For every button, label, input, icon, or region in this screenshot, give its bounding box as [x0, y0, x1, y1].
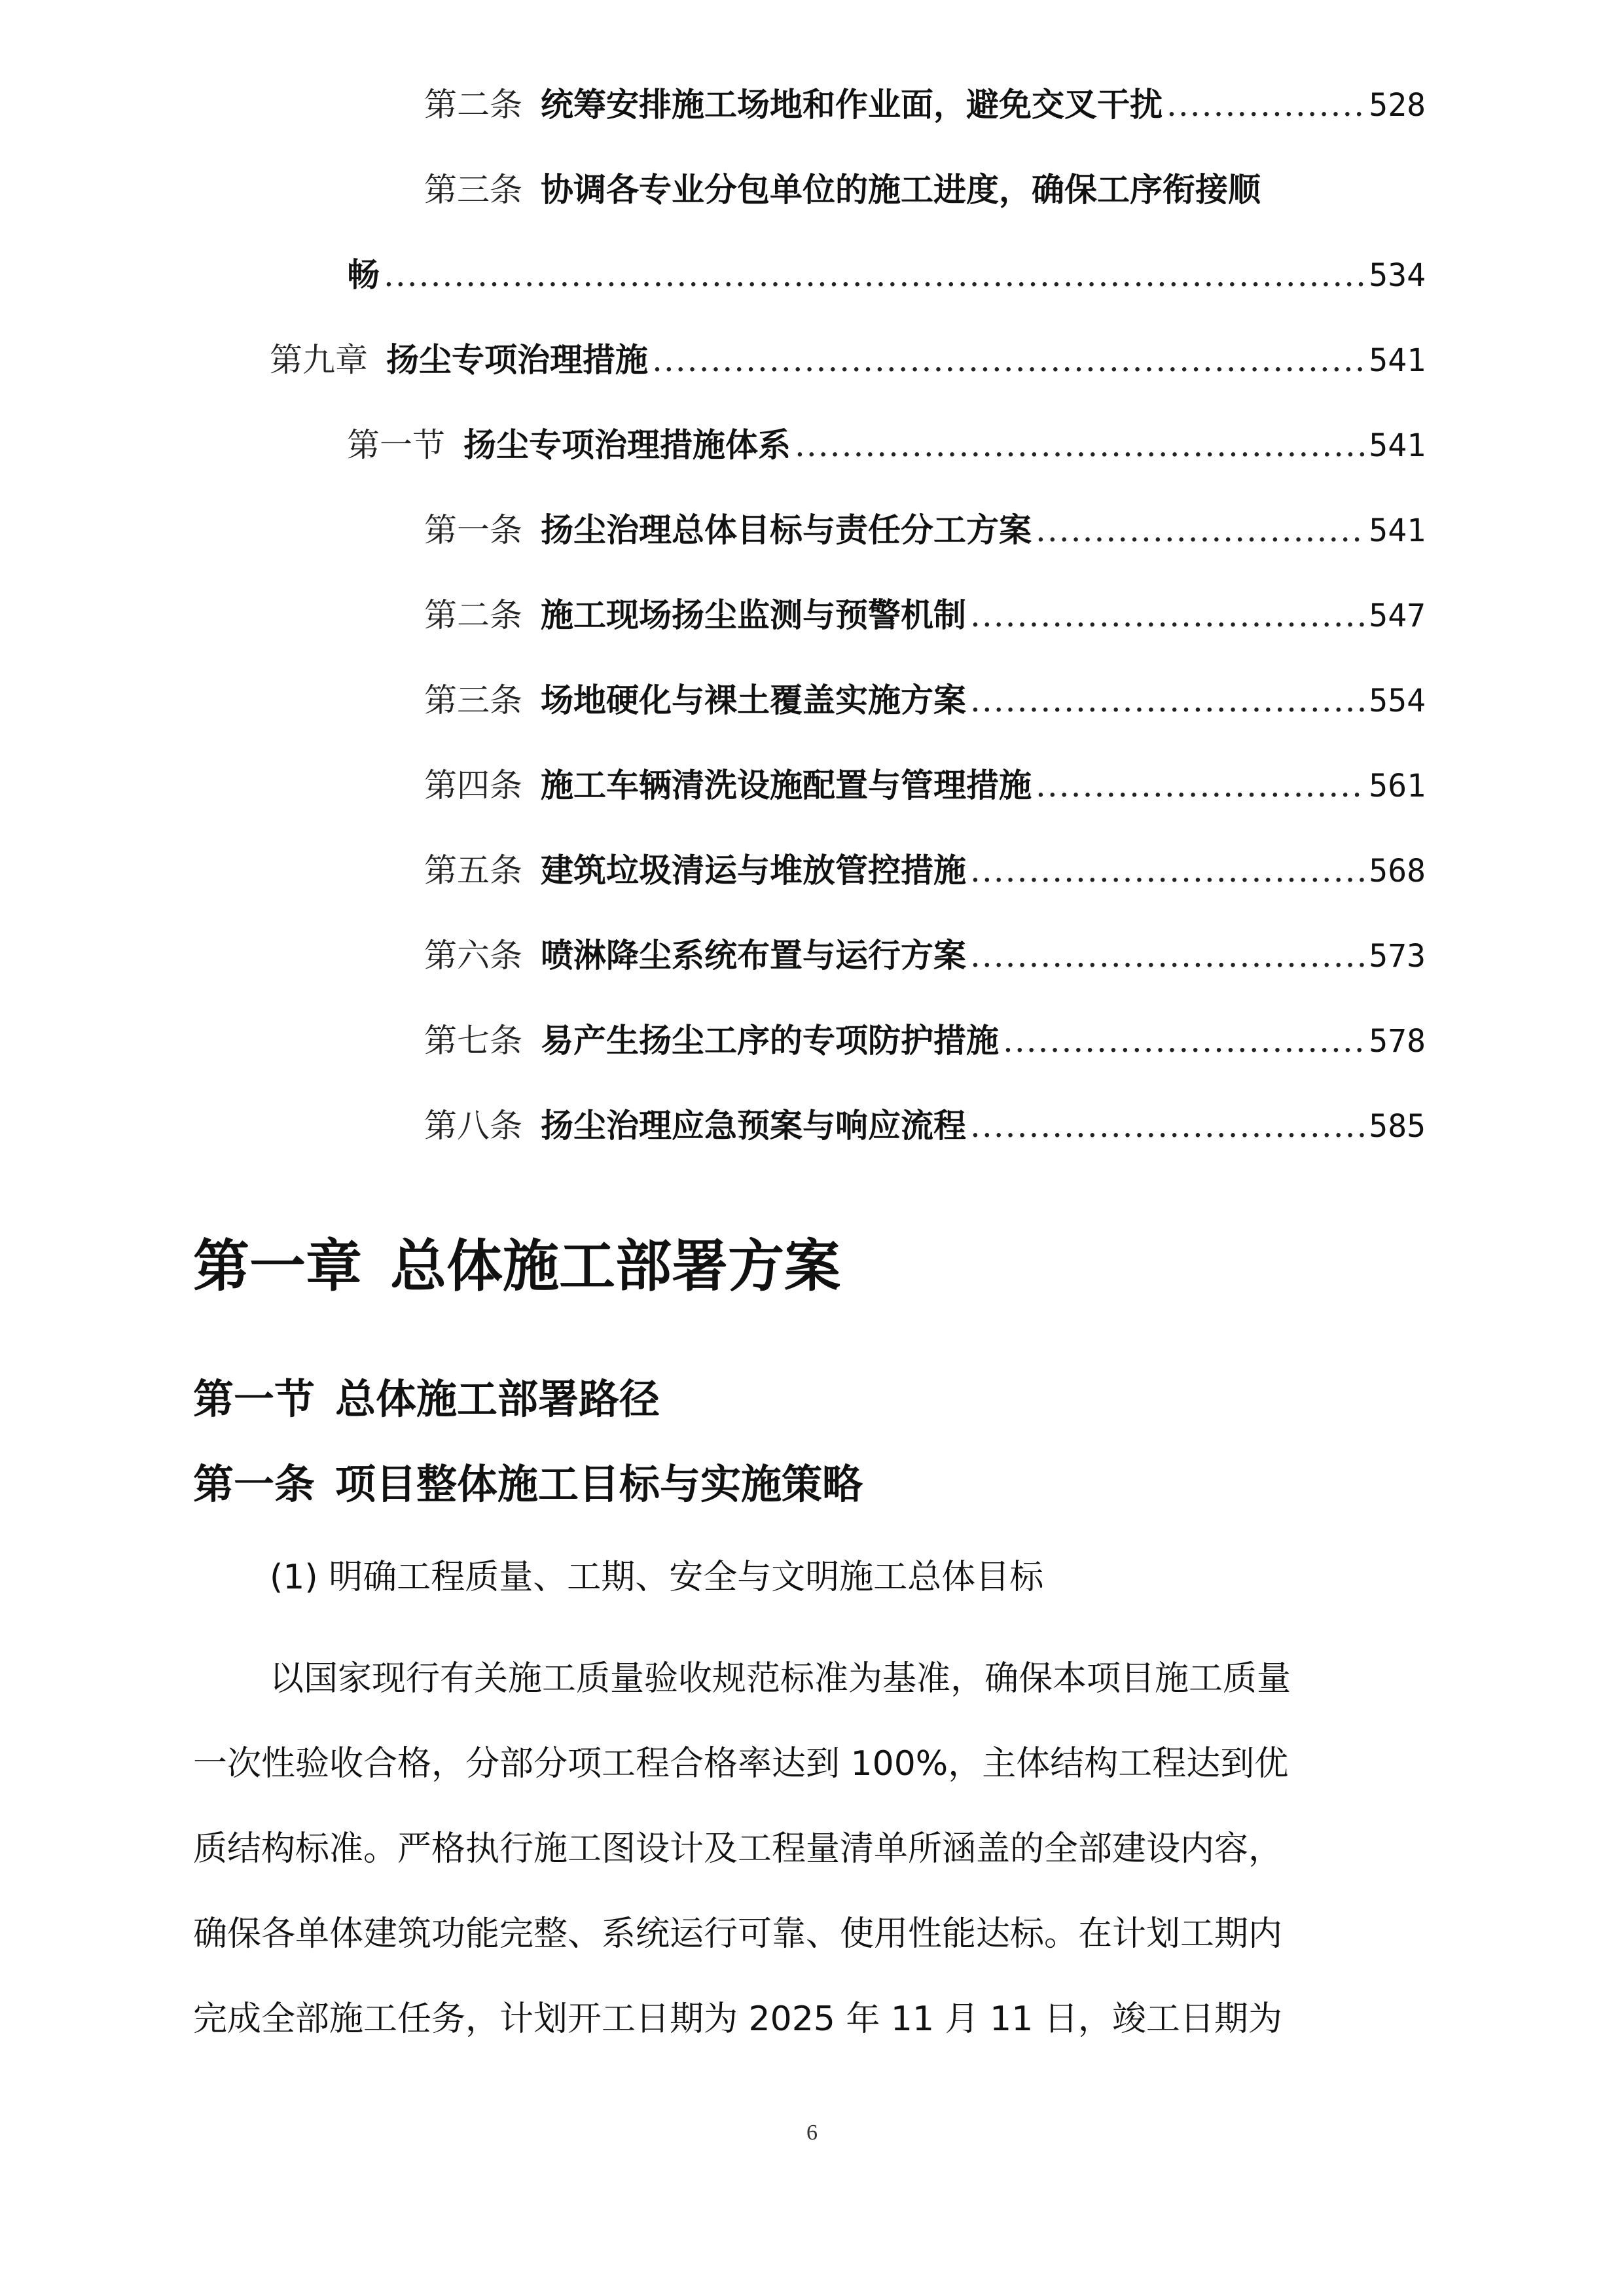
toc-entry-title: 场地硬化与裸土覆盖实施方案 — [541, 681, 966, 719]
toc-entry[interactable] — [424, 936, 1426, 976]
toc-entry-number: 第七条 — [424, 1022, 522, 1059]
article-number: 第一条 — [193, 1460, 316, 1508]
toc-leader-dots — [970, 851, 1365, 890]
toc-entry-number: 第一条 — [424, 512, 522, 548]
toc-entry-page: 541 — [1369, 512, 1426, 549]
toc-entry-continuation[interactable] — [347, 255, 1426, 295]
toc-entry-number: 第四条 — [424, 767, 522, 804]
article-title: 项目整体施工目标与实施策略 — [335, 1460, 863, 1508]
toc-entry[interactable] — [424, 766, 1426, 806]
section-title: 总体施工部署路径 — [335, 1375, 660, 1423]
paragraph-line: 一次性验收合格，分部分项工程合格率达到 100%，主体结构工程达到优 — [193, 1744, 1289, 1784]
toc-entry-title: 畅 — [347, 256, 380, 294]
toc-entry-number: 第二条 — [424, 86, 522, 123]
toc-leader-dots — [1166, 85, 1365, 124]
toc-entry[interactable] — [424, 1021, 1426, 1061]
list-item-heading: (1) 明确工程质量、工期、安全与文明施工总体目标 — [270, 1558, 1044, 1597]
toc-entry[interactable] — [424, 1106, 1426, 1146]
toc-entry-page: 561 — [1369, 768, 1426, 804]
article-heading — [193, 1458, 863, 1511]
toc-entry-page: 528 — [1369, 87, 1426, 124]
chapter-title: 总体施工部署方案 — [390, 1234, 840, 1299]
toc-leader-dots — [1003, 1021, 1365, 1060]
toc-leader-dots — [652, 340, 1365, 380]
toc-entry-title: 易产生扬尘工序的专项防护措施 — [541, 1022, 999, 1060]
toc-entry-title: 扬尘专项治理措施 — [386, 341, 648, 379]
chapter-heading — [193, 1230, 840, 1302]
toc-entry-number: 第二条 — [424, 597, 522, 634]
toc-leader-dots — [970, 1106, 1365, 1145]
toc-entry-page: 578 — [1369, 1023, 1426, 1060]
page-number: 6 — [806, 2121, 818, 2145]
toc-entry-page: 547 — [1369, 598, 1426, 634]
toc-entry-number: 第九章 — [270, 342, 368, 378]
toc-entry[interactable] — [424, 596, 1426, 636]
chapter-number: 第一章 — [193, 1234, 362, 1299]
toc-entry-page: 541 — [1369, 342, 1426, 379]
toc-leader-dots — [384, 255, 1365, 295]
toc-entry-title: 协调各专业分包单位的施工进度，确保工序衔接顺 — [541, 171, 1261, 209]
toc-entry[interactable] — [424, 85, 1426, 125]
paragraph-line: 质结构标准。严格执行施工图设计及工程量清单所涵盖的全部建设内容， — [193, 1829, 1283, 1869]
toc-entry[interactable] — [424, 681, 1426, 721]
toc-entry-page: 554 — [1369, 683, 1426, 719]
body-paragraph — [193, 1636, 1424, 2062]
toc-leader-dots — [795, 425, 1365, 465]
toc-entry-page: 568 — [1369, 853, 1426, 889]
toc-entry-number: 第六条 — [424, 937, 522, 974]
toc-leader-dots — [1036, 511, 1365, 550]
toc-entry[interactable] — [424, 170, 1426, 209]
toc-entry-page: 534 — [1369, 257, 1426, 294]
toc-entry-number: 第一节 — [347, 427, 445, 463]
paragraph-line: 以国家现行有关施工质量验收规范标准为基准，确保本项目施工质量 — [270, 1659, 1291, 1698]
toc-entry-page: 573 — [1369, 938, 1426, 975]
toc-leader-dots — [1036, 766, 1365, 805]
toc-entry-page: 541 — [1369, 427, 1426, 464]
toc-leader-dots — [970, 681, 1365, 720]
toc-entry-chapter[interactable] — [270, 340, 1426, 380]
toc-entry-section[interactable] — [347, 425, 1426, 465]
toc-entry[interactable] — [424, 851, 1426, 891]
toc-entry-title: 统筹安排施工场地和作业面，避免交叉干扰 — [541, 86, 1163, 124]
toc-leader-dots — [970, 596, 1365, 635]
toc-entry-title: 喷淋降尘系统布置与运行方案 — [541, 937, 966, 975]
section-number: 第一节 — [193, 1375, 316, 1423]
toc-entry-title: 扬尘专项治理措施体系 — [463, 426, 791, 464]
toc-entry-number: 第三条 — [424, 171, 522, 208]
paragraph-line: 完成全部施工任务，计划开工日期为 2025 年 11 月 11 日，竣工日期为 — [193, 2000, 1282, 2039]
toc-entry-number: 第三条 — [424, 682, 522, 719]
toc-entry-title: 建筑垃圾清运与堆放管控措施 — [541, 852, 966, 889]
toc-entry-title: 扬尘治理应急预案与响应流程 — [541, 1107, 966, 1145]
toc-entry-title: 扬尘治理总体目标与责任分工方案 — [541, 511, 1032, 549]
toc-entry-title: 施工现场扬尘监测与预警机制 — [541, 596, 966, 634]
section-heading — [193, 1373, 660, 1426]
paragraph-line: 确保各单体建筑功能完整、系统运行可靠、使用性能达标。在计划工期内 — [193, 1914, 1283, 1954]
toc-entry-number: 第八条 — [424, 1107, 522, 1144]
toc-leader-dots — [970, 936, 1365, 975]
toc-entry-title: 施工车辆清洗设施配置与管理措施 — [541, 766, 1032, 804]
toc-entry[interactable] — [424, 511, 1426, 550]
toc-entry-number: 第五条 — [424, 852, 522, 889]
toc-entry-page: 585 — [1369, 1108, 1426, 1145]
